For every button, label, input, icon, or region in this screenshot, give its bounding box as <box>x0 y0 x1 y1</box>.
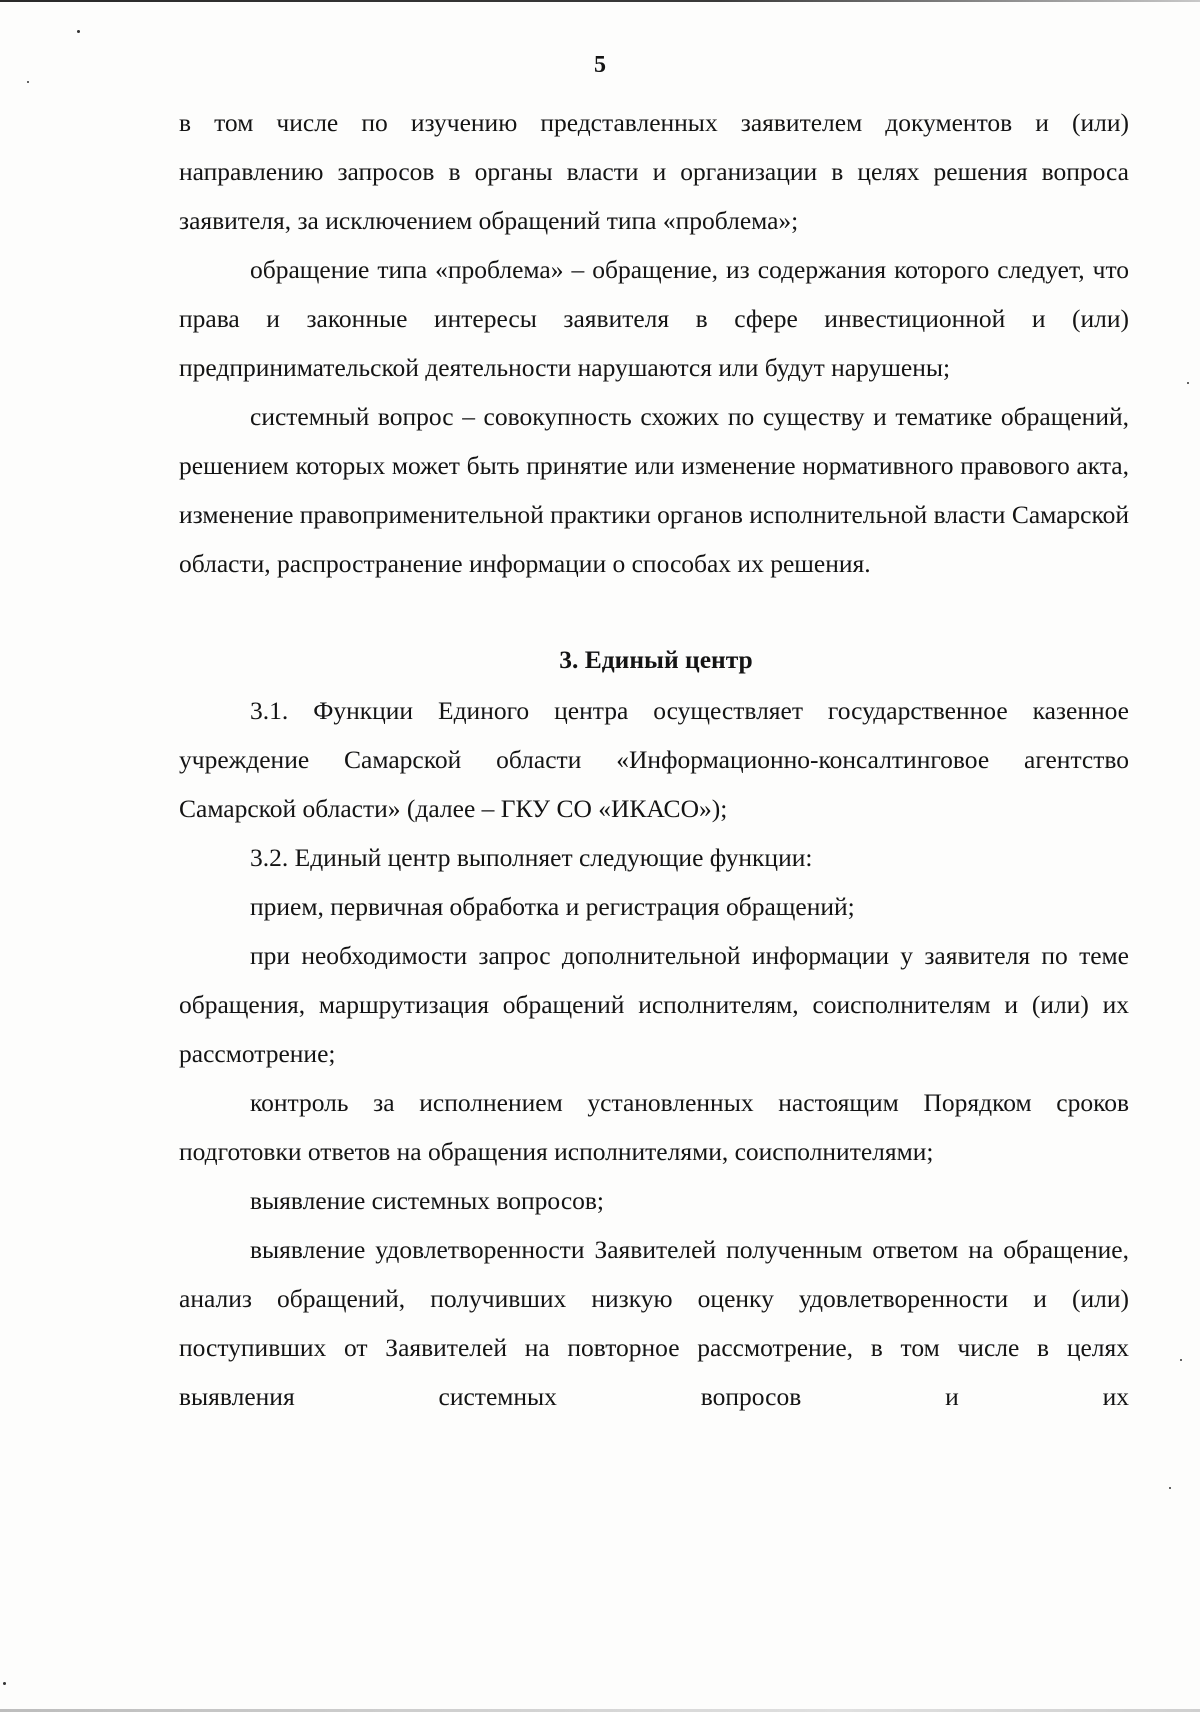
scan-speck <box>77 30 80 33</box>
paragraph: 3.1. Функции Единого центра осуществляет государственное казенное учреждение Самарской области «Информационно-консалтинговое агентство Самарской области» (далее – ГКУ СО «ИКАСО»); <box>179 696 1129 823</box>
scan-speck <box>27 81 29 83</box>
scan-speck <box>1180 1359 1182 1361</box>
paragraph: выявление удовлетворенности Заявителей полученным ответом на обращение, анализ обращений, получивших низкую оценку удовлетворенности и (или) поступивших от Заявителей на повторное рассмотрение, в том числе в целях выявления системных вопросов и их <box>179 1235 1129 1411</box>
section-heading: 3. Единый центр <box>559 645 753 674</box>
paragraph: прием, первичная обработка и регистрация обращений; <box>250 892 855 921</box>
paragraph: системный вопрос – совокупность схожих по существу и тематике обращений, решением которых может быть принятие или изменение нормативного правового акта, изменение правоприменительной практики органов исполнительной власти Самарской области, распространение информации о способах их решения. <box>179 402 1129 578</box>
document-body <box>179 98 1129 1421</box>
scan-speck <box>1169 1487 1171 1489</box>
paragraph: при необходимости запрос дополнительной информации у заявителя по теме обращения, маршрутизация обращений исполнителям, соисполнителям и (или) их рассмотрение; <box>179 941 1129 1068</box>
page-number: 5 <box>594 52 606 78</box>
scan-speck <box>3 1682 6 1685</box>
paragraph: в том числе по изучению представленных заявителем документов и (или) направлению запросов в органы власти и организации в целях решения вопроса заявителя, за исключением обращений типа «проблема»; <box>179 108 1129 235</box>
scan-edge-top <box>0 0 1200 2</box>
paragraph: обращение типа «проблема» – обращение, из содержания которого следует, что права и законные интересы заявителя в сфере инвестиционной и (или) предпринимательской деятельности нарушаются или будут нарушены; <box>179 255 1129 382</box>
paragraph: контроль за исполнением установленных настоящим Порядком сроков подготовки ответов на обращения исполнителями, соисполнителями; <box>179 1088 1129 1166</box>
scan-speck <box>1187 382 1189 384</box>
paragraph: выявление системных вопросов; <box>250 1186 605 1215</box>
paragraph: 3.2. Единый центр выполняет следующие функции: <box>250 843 813 872</box>
